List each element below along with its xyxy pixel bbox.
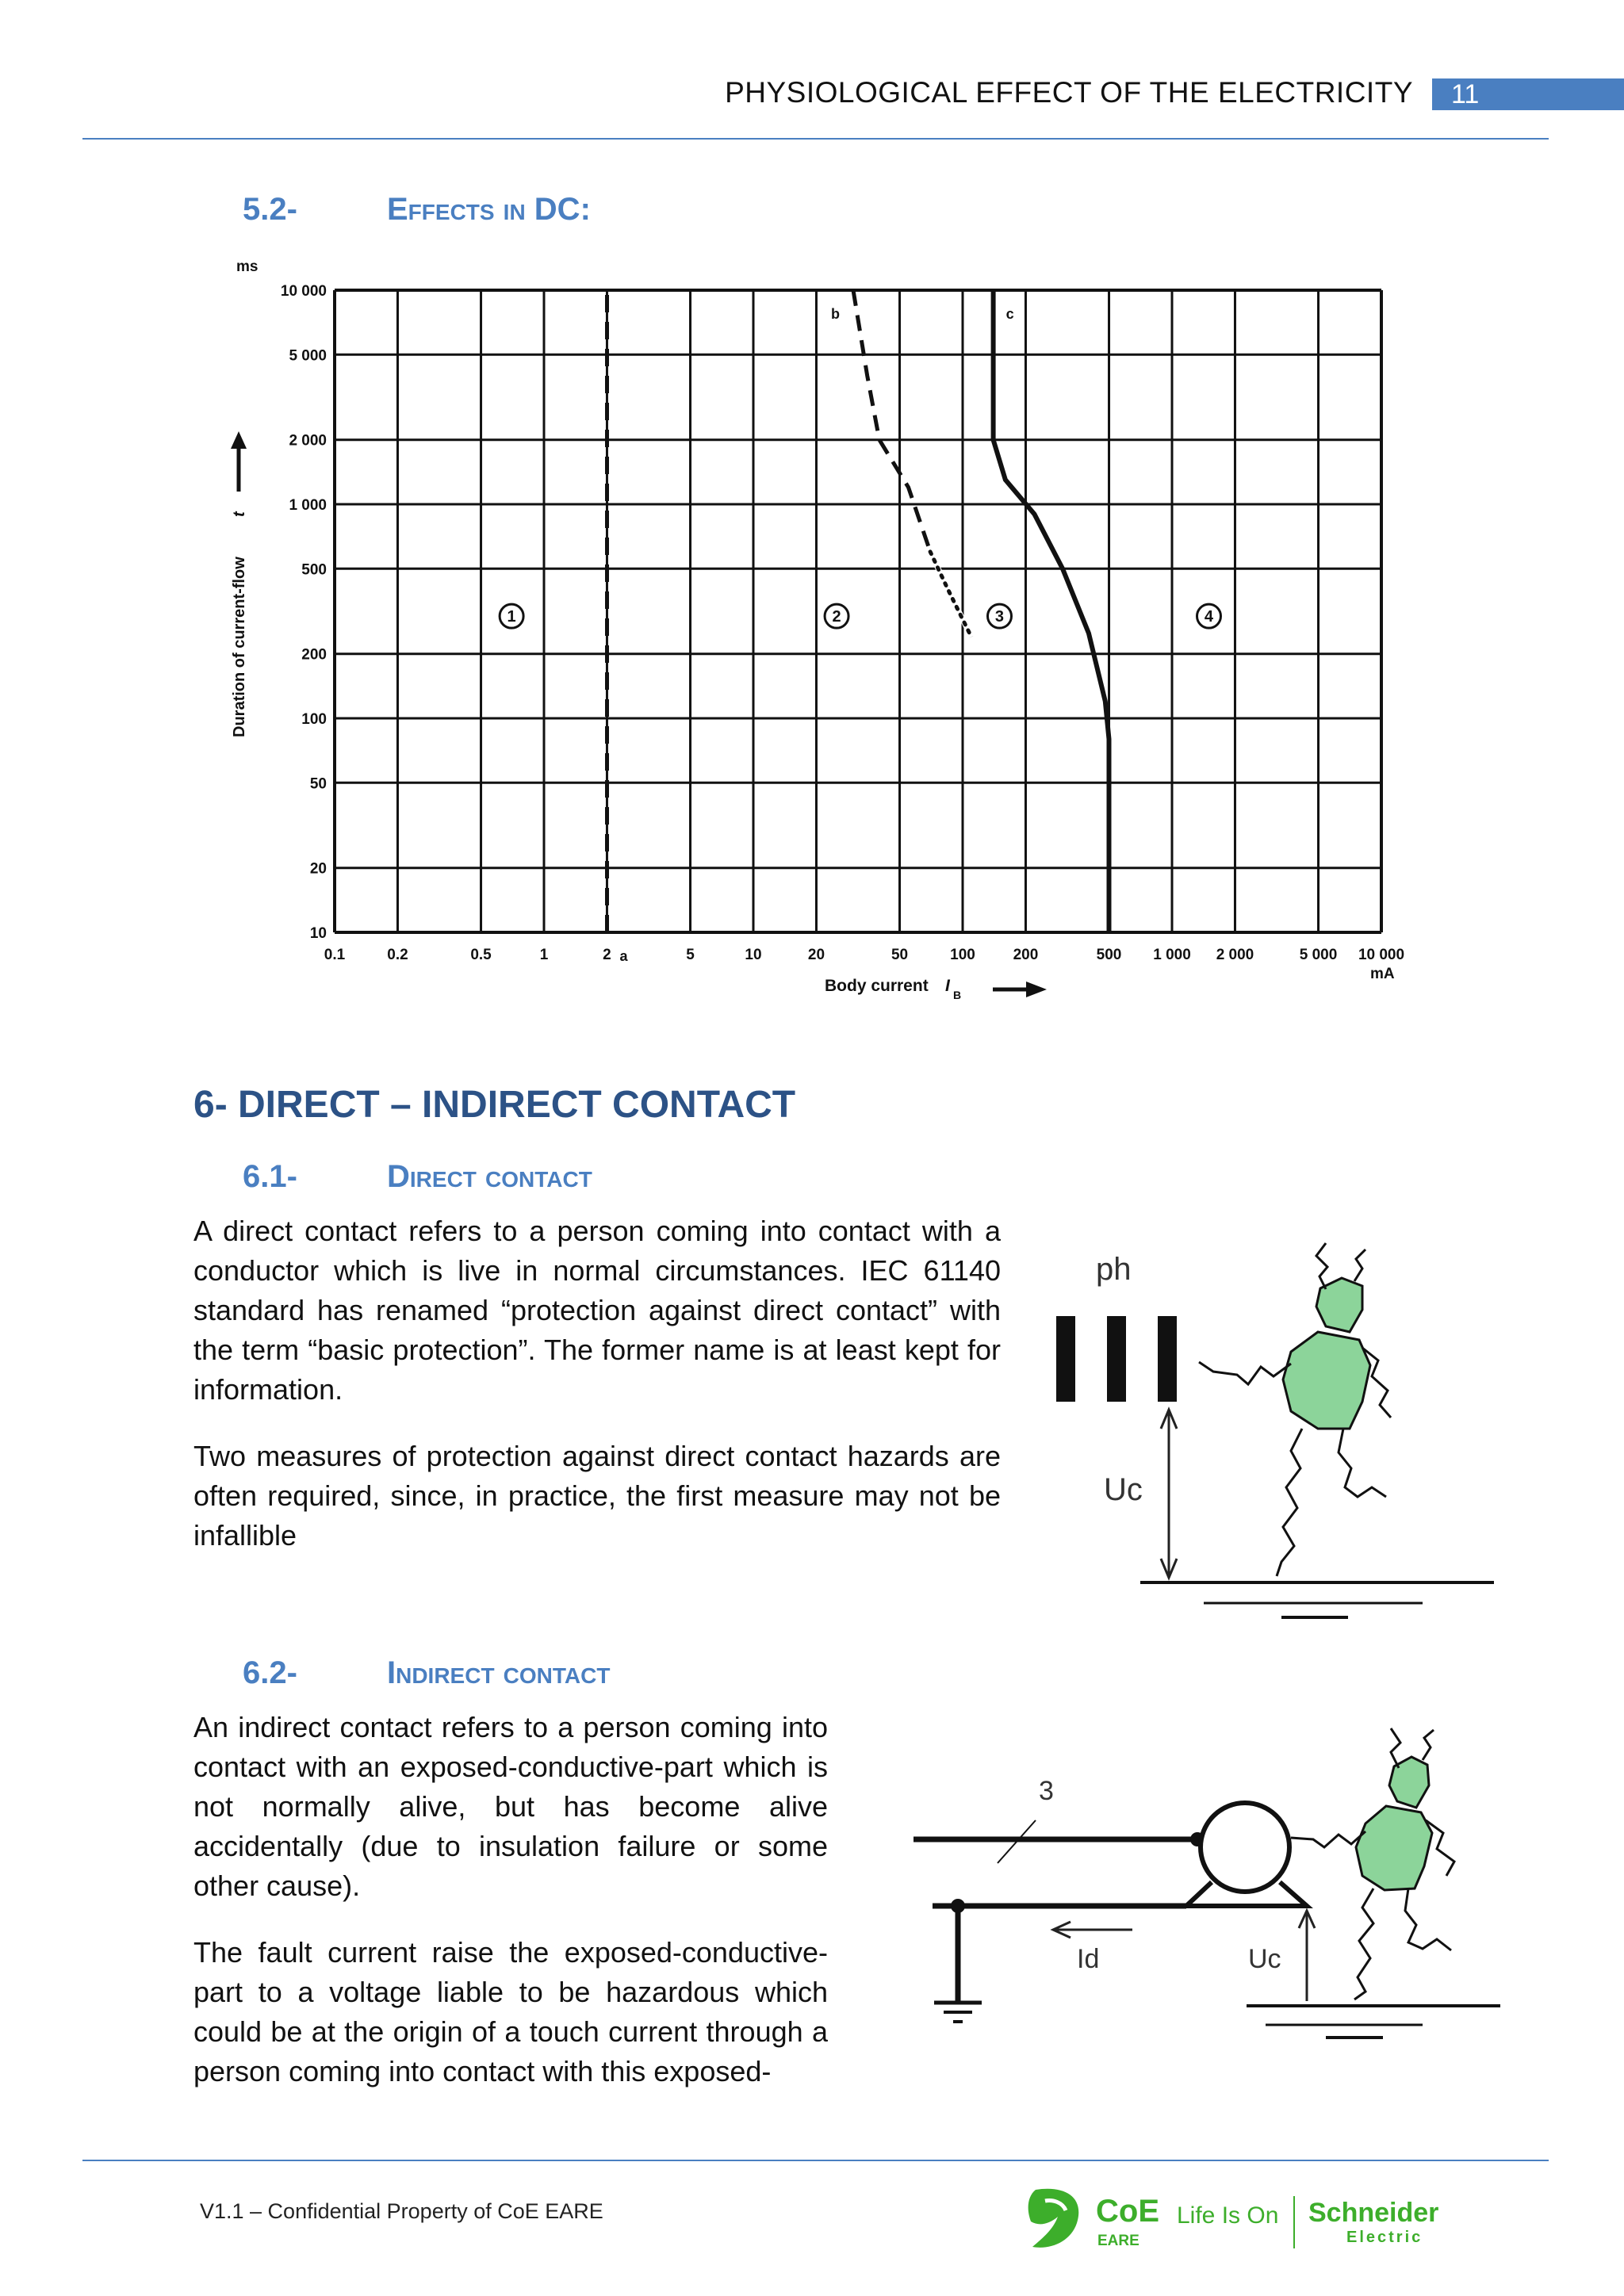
- fault-current-arrow: [1053, 1922, 1132, 1938]
- section-title: Direct contact: [387, 1159, 592, 1194]
- uc-arrow: [1161, 1410, 1177, 1578]
- person-figure: [1199, 1243, 1391, 1576]
- y-tick-label: 20: [309, 860, 327, 878]
- direct-contact-paragraph-2: Two measures of protection against direct contact hazards are often required, since, in practice, the first measure may not be infallible: [193, 1440, 1001, 1552]
- uc-label: Uc: [1248, 1944, 1281, 1974]
- x-tick-label: 10: [745, 947, 762, 963]
- coe-leaf-icon: [1028, 2189, 1079, 2248]
- person-figure: [1291, 1728, 1454, 1999]
- schneider-text: Schneider: [1308, 2198, 1439, 2228]
- x-tick-label: 20: [807, 947, 825, 963]
- zone-label-4: 4: [1204, 608, 1214, 626]
- x-tick-label: 0.2: [387, 947, 408, 963]
- motor-symbol: [1186, 1803, 1307, 1906]
- x-tick-label: 1 000: [1153, 947, 1191, 963]
- zone-label-1: 1: [507, 608, 516, 626]
- y-axis-arrow: [231, 431, 247, 492]
- y-tick-label: 100: [301, 711, 327, 728]
- page-header-title: PHYSIOLOGICAL EFFECT OF THE ELECTRICITY: [725, 76, 1413, 109]
- x-tick-label: 500: [1096, 947, 1122, 963]
- x-tick-label: 0.5: [470, 947, 492, 963]
- y-tick-label: 5 000: [289, 347, 327, 365]
- curve-label-b: b: [830, 306, 840, 322]
- chart-series: [607, 290, 1109, 932]
- footer-rule: [82, 2160, 1549, 2161]
- x-axis-subscript: B: [953, 989, 962, 1001]
- x-axis-symbol: I: [945, 977, 950, 995]
- coe-logo-text: CoE: [1096, 2194, 1159, 2229]
- section-title: Indirect contact: [387, 1655, 611, 1690]
- uc-arrow: [1299, 1911, 1315, 2001]
- y-axis-unit: ms: [236, 258, 259, 275]
- x-axis-unit: mA: [1370, 966, 1395, 982]
- y-tick-label: 10 000: [280, 283, 327, 300]
- life-is-on-text: Life Is On: [1177, 2202, 1279, 2229]
- y-tick-label: 50: [309, 775, 327, 793]
- phase-conductor: [1107, 1316, 1126, 1402]
- id-label: Id: [1077, 1944, 1100, 1974]
- indirect-contact-paragraph-1: An indirect contact refers to a person coming into contact with an exposed-conductive-part which is not normally alive, but has become alive accidentally (due to insulation failure or some other cause).: [193, 1711, 828, 1902]
- y-axis-symbol: t: [231, 511, 248, 517]
- section-6-1-heading: [243, 1159, 877, 1199]
- coe-logo: [1021, 2182, 1465, 2258]
- indirect-contact-paragraph-2: The fault current raise the exposed-conductive-part to a voltage liable to be hazardous which could be at the origin of a touch current through a person coming into contact with this exposed-: [193, 1936, 828, 2087]
- junction-dot: [951, 1899, 965, 1913]
- section-number: 5.2-: [243, 192, 297, 227]
- indirect-contact-figure: [904, 1712, 1522, 2045]
- y-tick-label: 200: [301, 646, 327, 664]
- x-tick-label: 10 000: [1358, 947, 1405, 963]
- section-5-2-heading: [243, 192, 877, 232]
- curve-b: [853, 290, 971, 637]
- section-number: 6.1-: [243, 1159, 297, 1194]
- electric-text: Electric: [1346, 2229, 1423, 2246]
- x-tick-label: 5: [686, 947, 695, 963]
- header-rule: [82, 138, 1549, 140]
- x-axis-arrow: [993, 982, 1047, 997]
- section-6-2-heading: [243, 1655, 877, 1695]
- direct-contact-figure: [1039, 1221, 1515, 1633]
- curve-label-c: c: [1005, 306, 1014, 322]
- x-tick-label: 5 000: [1299, 947, 1338, 963]
- y-tick-label: 1 000: [289, 497, 327, 514]
- y-tick-label: 2 000: [289, 432, 327, 450]
- section-6-heading: 6- DIRECT – INDIRECT CONTACT: [193, 1084, 796, 1126]
- uc-label: Uc: [1104, 1472, 1143, 1507]
- phase-conductor: [1056, 1316, 1075, 1402]
- x-tick-label: 2: [603, 947, 611, 963]
- footer-logos: [1021, 2182, 1465, 2258]
- phase-conductor: [1158, 1316, 1177, 1402]
- section-title: Effects in DC:: [387, 192, 591, 227]
- footer-confidential: V1.1 – Confidential Property of CoE EARE: [200, 2199, 603, 2223]
- y-tick-label: 500: [301, 561, 327, 579]
- x-tick-label: 2 000: [1216, 947, 1254, 963]
- x-tick-label: 200: [1013, 947, 1039, 963]
- x-tick-label: 50: [891, 947, 909, 963]
- x-axis-label: Body current: [825, 977, 929, 995]
- direct-contact-paragraph-1: A direct contact refers to a person coming into contact with a conductor which is live in normal circumstances. IEC 61140 standard has renamed “protection against direct contact” with the term “basic protection”. The former name is at least kept for information.: [193, 1215, 1001, 1406]
- section-number: 6.2-: [243, 1655, 297, 1690]
- curve-label-a: a: [619, 948, 628, 964]
- y-axis-label: Duration of current-flow: [231, 557, 248, 737]
- y-tick-label: 10: [309, 925, 327, 942]
- eare-logo-text: EARE: [1097, 2233, 1139, 2249]
- chart-grid: [335, 290, 1381, 932]
- dc-effects-chart: [222, 254, 1427, 1015]
- x-tick-label: 100: [950, 947, 975, 963]
- page-number: 11: [1432, 78, 1624, 110]
- zone-label-2: 2: [832, 608, 841, 626]
- conductor-count-label: 3: [1039, 1776, 1054, 1806]
- zone-label-3: 3: [994, 608, 1005, 626]
- x-tick-label: 0.1: [324, 947, 346, 963]
- x-tick-label: 1: [539, 947, 549, 963]
- ph-label: ph: [1096, 1252, 1132, 1287]
